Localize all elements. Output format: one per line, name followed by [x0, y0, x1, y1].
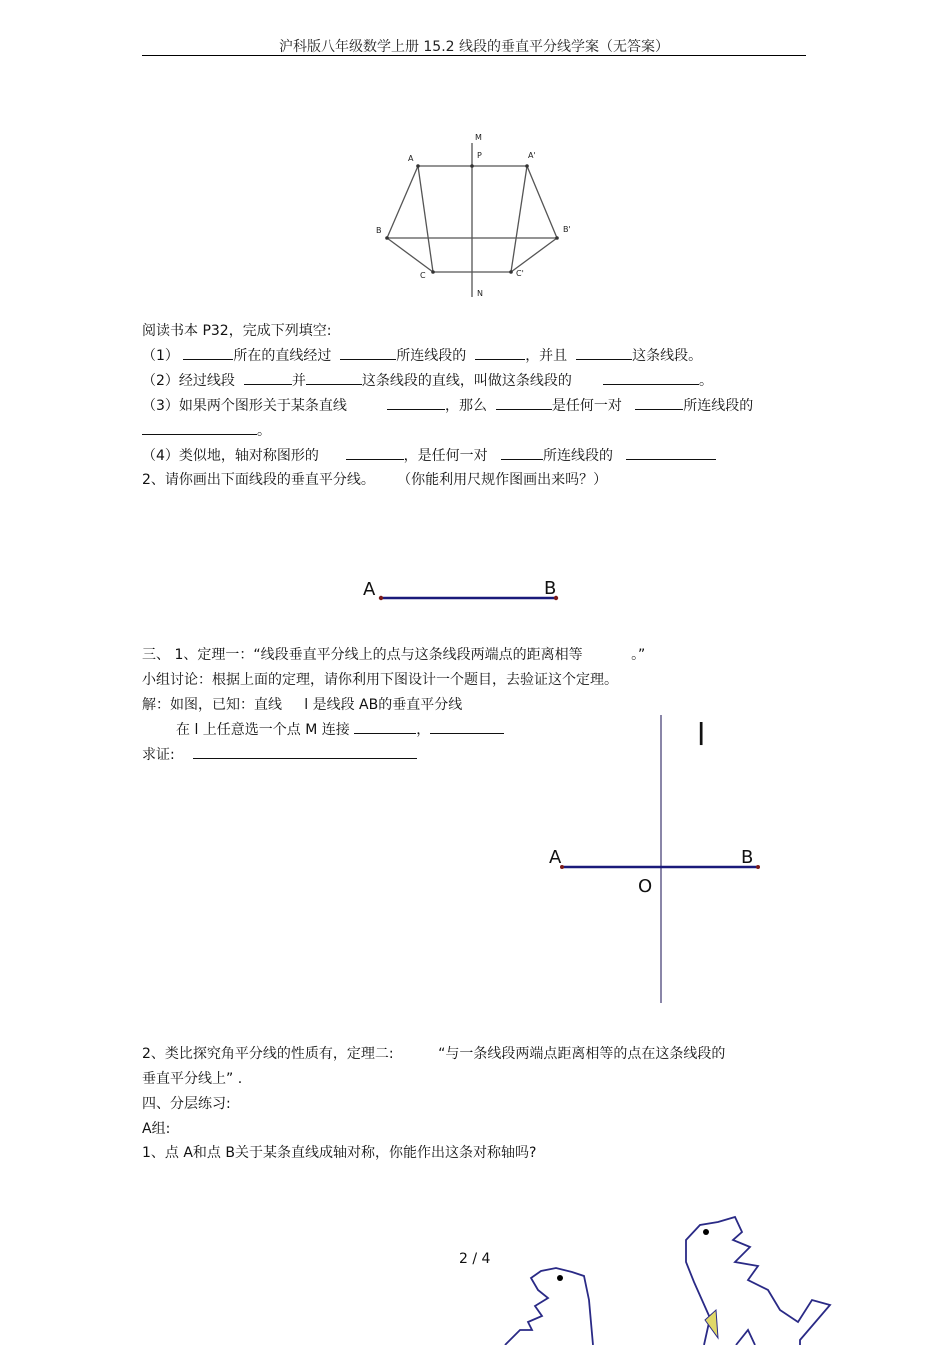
- segment-label-B: B: [544, 578, 557, 599]
- label-N: N: [477, 289, 483, 298]
- label-B: B: [376, 226, 382, 235]
- fill-item-4: （4）类似地，轴对称图形的 ，是任何一对 所连线段的: [142, 445, 716, 465]
- group-a-title: A组:: [142, 1121, 171, 1137]
- group-discussion: 小组讨论：根据上面的定理，请你利用下图设计一个题目，去验证这个定理。: [142, 672, 618, 688]
- reading-intro: 阅读书本 P32，完成下列填空:: [142, 323, 332, 339]
- fill-item-2: （2）经过线段 并 这条线段的直线，叫做这条线段的 。: [142, 373, 713, 389]
- page-header: 沪科版八年级数学上册 15.2 线段的垂直平分线学案（无答案）: [278, 39, 670, 55]
- segment-label-A: A: [363, 579, 376, 600]
- fill-item-3-cont: 。: [142, 420, 271, 440]
- label-C: C: [420, 271, 426, 280]
- theorem-2: 2、类比探究角平分线的性质有，定理二: “与一条线段两端点距离相等的点在这条线段的: [142, 1046, 726, 1062]
- fill-item-1: （1） 所在的直线经过 所连线段的 ，并且 这条线段。: [142, 348, 703, 364]
- fig-label-A: A: [549, 847, 562, 868]
- prove-line: 求证:: [142, 744, 417, 764]
- label-A: A: [408, 154, 414, 163]
- theorem-1: 三、 1、定理一：“线段垂直平分线上的点与这条线段两端点的距离相等 。”: [142, 647, 646, 663]
- label-M: M: [475, 133, 482, 142]
- section-4-title: 四、分层练习:: [142, 1096, 231, 1112]
- question-2: 2、请你画出下面线段的垂直平分线。 （你能利用尺规作图画出来吗？）: [142, 472, 608, 488]
- group-a-question-1: 1、点 A和点 B关于某条直线成轴对称，你能作出这条对称轴吗?: [142, 1145, 537, 1161]
- fig-label-O: O: [638, 876, 653, 897]
- fig-label-B: B: [741, 847, 754, 868]
- label-A-prime: A': [528, 151, 536, 160]
- theorem-2-cont: 垂直平分线上” .: [142, 1071, 243, 1087]
- label-C-prime: C': [516, 269, 524, 278]
- label-B-prime: B': [563, 225, 571, 234]
- solution-choose-point: 在 l 上任意选一个点 M 连接 ，: [176, 719, 504, 739]
- fig-label-l: l: [697, 718, 706, 753]
- label-P: P: [477, 151, 482, 160]
- fill-item-3: （3）如果两个图形关于某条直线 ，那么 是任何一对 所连线段的: [142, 398, 754, 414]
- page-number: 2 / 4: [459, 1251, 491, 1267]
- solution-given: 解：如图，已知：直线 l 是线段 AB的垂直平分线: [142, 697, 463, 713]
